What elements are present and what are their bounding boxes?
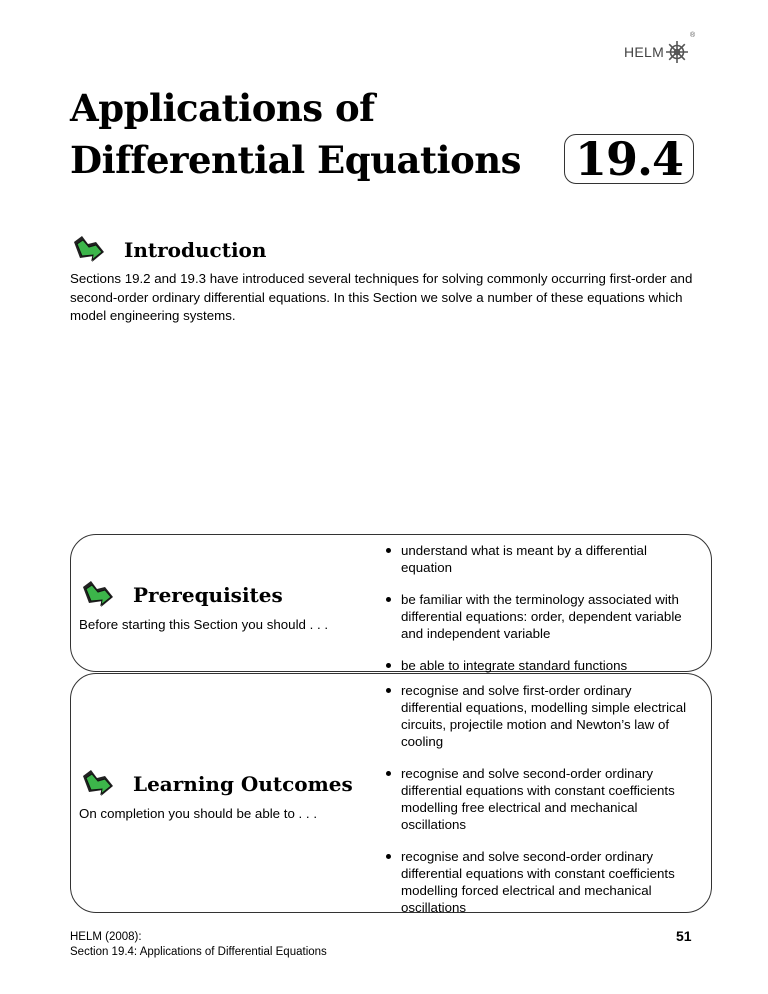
registered-mark: ® bbox=[690, 32, 696, 39]
prerequisites-header bbox=[79, 579, 328, 632]
list-item: understand what is meant by a differential equation bbox=[385, 542, 695, 576]
helm-logo bbox=[624, 32, 696, 64]
learning-outcomes-list bbox=[385, 682, 695, 931]
title-line-2: Differential Equations bbox=[70, 138, 522, 182]
helm-logo-text: HELM bbox=[624, 44, 665, 60]
arrow-icon bbox=[79, 768, 117, 800]
section-number-badge: 19.4 bbox=[564, 134, 694, 184]
learning-outcomes-box bbox=[70, 673, 712, 913]
arrow-icon bbox=[79, 579, 117, 611]
footer-line-2: Section 19.4: Applications of Differential Equations bbox=[70, 946, 327, 958]
learning-outcomes-subtitle: On completion you should be able to . . . bbox=[79, 806, 318, 821]
introduction-title: Introduction bbox=[124, 238, 267, 262]
list-item: recognise and solve second-order ordinary differential equations with constant coefficients modelling forced electrical and mechanical oscillations bbox=[385, 848, 695, 916]
learning-outcomes-title: Learning Outcomes bbox=[133, 772, 353, 796]
introduction-heading bbox=[70, 234, 266, 266]
list-item: recognise and solve first-order ordinary differential equations, modelling simple electrical circuits, projectile motion and Newton’s law of cooling bbox=[385, 682, 695, 750]
footer-line-1: HELM (2008): bbox=[70, 931, 142, 943]
title-line-1: Applications of bbox=[70, 86, 375, 130]
list-item: be familiar with the terminology associated with differential equations: order, dependent variable and independent variable bbox=[385, 591, 695, 642]
list-item: be able to integrate standard functions bbox=[385, 657, 695, 674]
page-number: 51 bbox=[676, 928, 692, 944]
introduction-body: Sections 19.2 and 19.3 have introduced several techniques for solving commonly occurring first-order and second-order ordinary differential equations. In this Section we solve a number of these equations which model engineering systems. bbox=[70, 271, 693, 323]
arrow-icon bbox=[70, 234, 108, 266]
prerequisites-subtitle: Before starting this Section you should . . . bbox=[79, 617, 329, 632]
prerequisites-box bbox=[70, 534, 712, 672]
prerequisites-title: Prerequisites bbox=[133, 583, 283, 607]
page-title bbox=[70, 82, 521, 186]
learning-outcomes-header bbox=[79, 768, 353, 821]
ship-wheel-icon bbox=[665, 40, 689, 64]
prerequisites-list bbox=[385, 542, 695, 689]
list-item: recognise and solve second-order ordinary differential equations with constant coefficients modelling free electrical and mechanical oscillations bbox=[385, 765, 695, 833]
page-footer bbox=[70, 930, 327, 960]
